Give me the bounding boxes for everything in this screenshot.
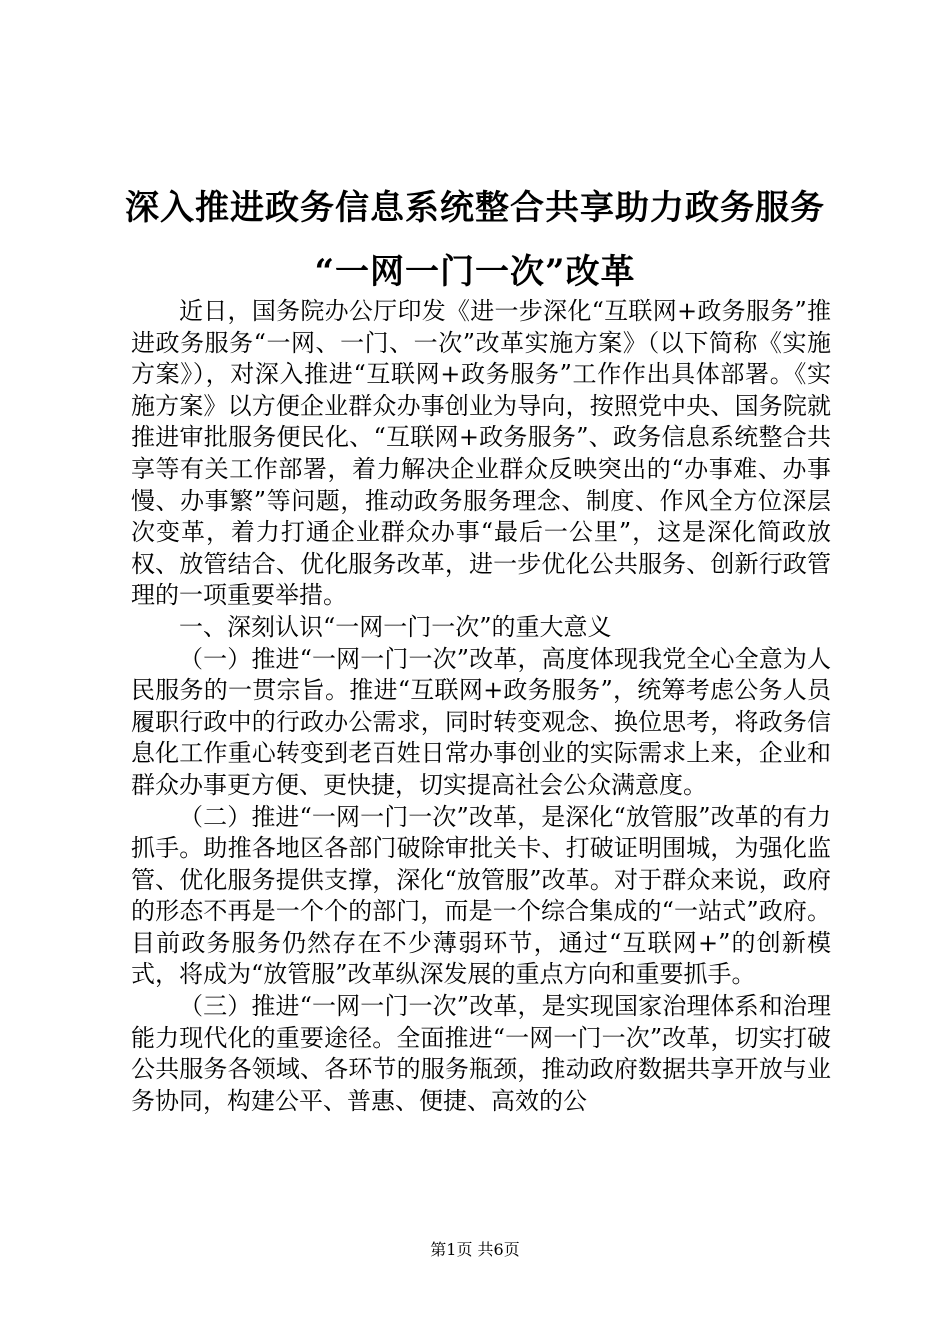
- paragraph-point-2: （二）推进“一网一门一次”改革，是深化“放管服”改革的有力抓手。助推各地区各部门破除审批关卡、打破证明围城，为强化监管、优化服务提供支撑，深化“放管服”改革。对于群众来说，政府的形态不再是一个个的部门，而是一个综合集成的“一站式”政府。目前政务服务仍然存在不少薄弱环节，通过“互联网+”的创新模式，将成为“放管服”改革纵深发展的重点方向和重要抓手。: [131, 802, 831, 989]
- document-body: [131, 296, 831, 1117]
- paragraph-point-3: （三）推进“一网一门一次”改革，是实现国家治理体系和治理能力现代化的重要途径。全面推进“一网一门一次”改革，切实打破公共服务各领域、各环节的服务瓶颈，推动政府数据共享开放与业务协同，构建公平、普惠、便捷、高效的公: [131, 992, 831, 1115]
- document-title-line-2: “一网一门一次”改革: [314, 252, 636, 292]
- document-title-line-1: 深入推进政务信息系统整合共享助力政务服务: [125, 188, 825, 228]
- paragraph-point-1: （一）推进“一网一门一次”改革，高度体现我党全心全意为人民服务的一贯宗旨。推进“互联网+政务服务”，统筹考虑公务人员履职行政中的行政办公需求，同时转变观念、换位思考，将政务信息化工作重心转变到老百姓日常办事创业的实际需求上来，企业和群众办事更方便、更快捷，切实提高社会公众满意度。: [131, 644, 831, 799]
- paragraph-intro: 近日，国务院办公厅印发《进一步深化“互联网+政务服务”推进政务服务“一网、一门、一次”改革实施方案》（以下简称《实施方案》），对深入推进“互联网+政务服务”工作作出具体部署。《实施方案》以方便企业群众办事创业为导向，按照党中央、国务院就推进审批服务便民化、“互联网+政务服务”、政务信息系统整合共享等有关工作部署，着力解决企业群众反映突出的“办事难、办事慢、办事繁”等问题，推动政务服务理念、制度、作风全方位深层次变革，着力打通企业群众办事“最后一公里”，这是深化简政放权、放管结合、优化服务改革，进一步优化公共服务、创新行政管理的一项重要举措。: [131, 297, 831, 610]
- section-heading-1: 一、深刻认识“一网一门一次”的重大意义: [179, 612, 612, 641]
- page-number-footer: 第1页 共6页: [430, 1240, 520, 1259]
